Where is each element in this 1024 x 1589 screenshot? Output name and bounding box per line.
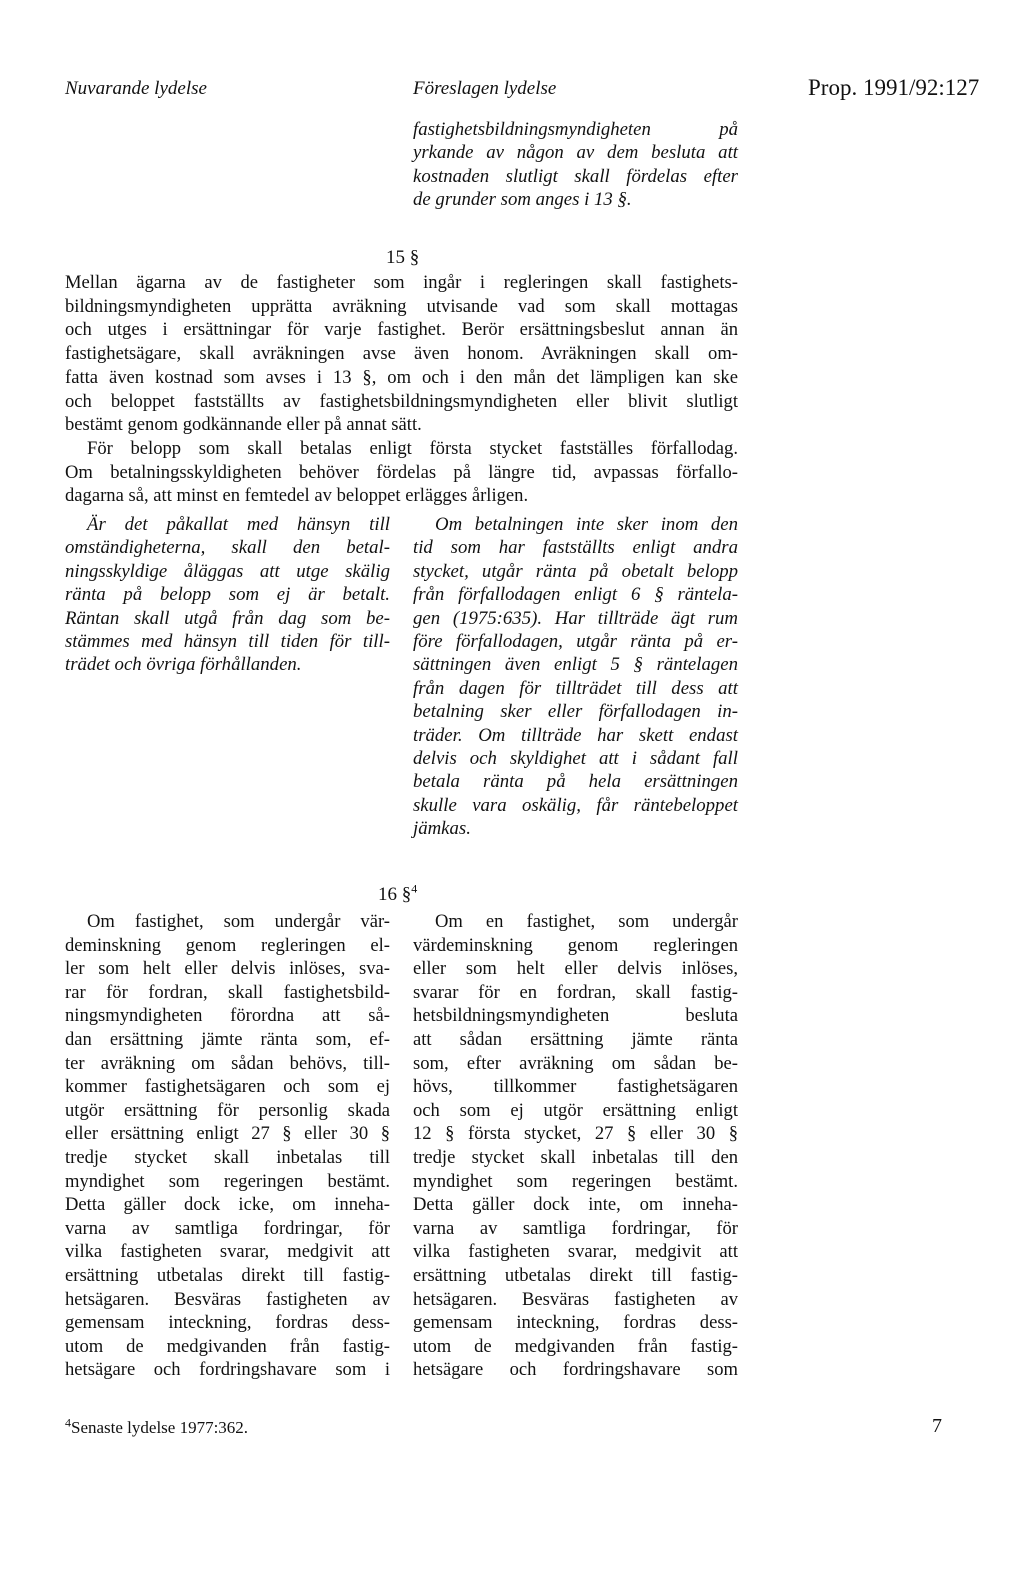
text-line: ersättning utbetalas direkt till fastig- (65, 1264, 390, 1286)
proposed-wording-section-16 (413, 910, 738, 1382)
text-line: hetsägare och fordringshavare som i (65, 1359, 390, 1381)
section-16-label: 16 § (378, 884, 412, 905)
text-line: stycket, utgår ränta på obetalt belopp (413, 560, 738, 582)
text-line: yrkande av någon av dem besluta att (413, 142, 738, 164)
text-line: träder. Om tillträde har skett endast (413, 724, 738, 746)
text-line: För belopp som skall betalas enligt första stycket fastställes förfallodag. (87, 437, 738, 459)
text-line: de grunder som anges i 13 §. (413, 189, 632, 211)
text-line: eller ersättning enligt 27 § eller 30 § (65, 1123, 390, 1145)
text-line: värdeminskning genom regleringen (413, 934, 738, 956)
text-line: betalning sker eller förfallodagen in- (413, 701, 738, 723)
text-line: att sådan ersättning jämte ränta (413, 1028, 738, 1050)
text-line: gemensam inteckning, fordras dess- (65, 1312, 390, 1334)
text-line: från förfallodagen enligt 6 § räntela- (413, 584, 738, 606)
text-line: Om fastighet, som undergår vär- (87, 911, 390, 932)
text-line: rar för fordran, skall fastighetsbild- (65, 981, 390, 1003)
text-line: betala ränta på hela ersättningen (413, 771, 738, 793)
text-line: dagarna så, att minst en femtedel av beloppet erlägges årligen. (65, 485, 529, 507)
text-line: före förfallodagen, utgår ränta på er- (413, 631, 738, 653)
text-line: och som ej utgör ersättning enligt (413, 1099, 738, 1121)
text-line: sättningen även enligt 5 § räntelagen (413, 654, 738, 676)
text-line: myndighet som regeringen bestämt. (413, 1170, 738, 1192)
text-line: tredje stycket skall inbetalas till (65, 1146, 390, 1168)
text-line: stämmes med hänsyn till tiden för till- (65, 631, 390, 653)
text-line: kommer fastighetsägaren och som ej (65, 1076, 390, 1098)
text-line: delvis och skyldighet att i sådant fall (413, 748, 738, 770)
text-line: Är det påkallat med hänsyn till (87, 514, 390, 535)
text-line: gen (1975:635). Har tillträde ägt rum (413, 607, 738, 629)
text-line: Räntan skall utgå från dag som be- (65, 607, 390, 629)
text-line: vilka fastigheten svarar, medgivit att (65, 1241, 390, 1263)
text-line: deminskning genom regleringen el- (65, 934, 390, 956)
header-proposed-wording: Föreslagen lydelse (413, 78, 557, 99)
current-wording-section-16 (65, 910, 390, 1382)
current-wording-interest-clause (65, 513, 390, 677)
footnote (65, 1415, 249, 1438)
proposed-wording-interest-clause (413, 513, 738, 841)
text-line: hetsägare och fordringshavare som (413, 1359, 738, 1381)
section-15-paragraph-1 (65, 271, 738, 508)
text-line: omständigheterna, skall den betal- (65, 537, 390, 559)
text-line: Mellan ägarna av de fastigheter som ingår i regleringen skall fastighets- (65, 272, 738, 293)
text-line: Om betalningen inte sker inom den (435, 514, 738, 535)
text-line: kostnaden slutligt skall fördelas efter (413, 165, 738, 187)
text-line: varna av samtliga fordringar, för (65, 1217, 390, 1239)
text-line: och utges i ersättningar för varje fastighet. Berör ersättningsbeslut annan än (65, 319, 738, 341)
text-line: fastighetsägare, skall avräkningen avse även honom. Avräkningen skall om- (65, 343, 738, 365)
text-line: från dagen för tillträdet till dess att (413, 677, 738, 699)
text-line: ersättning utbetalas direkt till fastig- (413, 1264, 738, 1286)
text-line: bestämt genom godkännande eller på annat sätt. (65, 414, 422, 436)
footnote-text: Senaste lydelse 1977:362. (71, 1418, 249, 1437)
text-line: 12 § första stycket, 27 § eller 30 § (413, 1123, 738, 1145)
text-line: Detta gäller dock inte, om inneha- (413, 1194, 738, 1216)
text-line: tredje stycket skall inbetalas till den (413, 1146, 738, 1168)
text-line: Om betalningsskyldigheten behöver fördelas på längre tid, avpassas förfallo- (65, 461, 738, 483)
header-proposition-number: Prop. 1991/92:127 (808, 75, 980, 100)
header-current-wording: Nuvarande lydelse (65, 78, 207, 99)
text-line: svarar för en fordran, skall fastig- (413, 981, 738, 1003)
text-line: jämkas. (413, 818, 471, 840)
text-line: dan ersättning jämte ränta som, ef- (65, 1028, 390, 1050)
text-line: ränta på belopp som ej är betalt. (65, 584, 390, 606)
text-line: myndighet som regeringen bestämt. (65, 1170, 390, 1192)
text-line: tid som har fastställts enligt andra (413, 537, 738, 559)
text-line: trädet och övriga förhållanden. (65, 654, 302, 676)
text-line: bildningsmyndigheten upprätta avräkning utvisande vad som skall mottagas (65, 295, 738, 317)
text-line: skulle vara oskälig, får räntebeloppet (413, 794, 738, 816)
section-16-heading (378, 881, 418, 906)
text-line: vilka fastigheten svarar, medgivit att (413, 1241, 738, 1263)
text-line: gemensam inteckning, fordras dess- (413, 1312, 738, 1334)
text-line: och beloppet fastställts av fastighetsbildningsmyndigheten eller blivit slutligt (65, 390, 738, 412)
text-line: hetsägaren. Besväras fastigheten av (65, 1288, 390, 1310)
proposed-continuation (413, 118, 738, 212)
text-line: ler som helt eller delvis inlöses, sva- (65, 958, 390, 980)
text-line: hetsbildningsmyndigheten besluta (413, 1005, 738, 1027)
text-line: hövs, tillkommer fastighetsägaren (413, 1076, 738, 1098)
text-line: utom de medgivanden från fastig- (413, 1335, 738, 1357)
text-line: Detta gäller dock icke, om inneha- (65, 1194, 390, 1216)
text-line: eller som helt eller delvis inlöses, (413, 958, 738, 980)
text-line: fastighetsbildningsmyndigheten på (413, 119, 738, 140)
footnote-reference: 4 (411, 881, 418, 896)
section-15-heading: 15 § (386, 247, 420, 268)
text-line: utom de medgivanden från fastig- (65, 1335, 390, 1357)
text-line: hetsägaren. Besväras fastigheten av (413, 1288, 738, 1310)
text-line: utgör ersättning för personlig skada (65, 1099, 390, 1121)
text-line: ter avräkning om sådan behövs, till- (65, 1052, 390, 1074)
text-line: fatta även kostnad som avses i 13 §, om och i den mån det lämpligen kan ske (65, 366, 738, 388)
page-number: 7 (932, 1415, 942, 1437)
footnote-mark: 4 (65, 1415, 71, 1430)
text-line: ningsskyldige åläggas att utge skälig (65, 560, 390, 582)
text-line: ningsmyndigheten förordna att så- (65, 1005, 390, 1027)
text-line: varna av samtliga fordringar, för (413, 1217, 738, 1239)
text-line: som, efter avräkning om sådan be- (413, 1052, 738, 1074)
text-line: Om en fastighet, som undergår (435, 911, 738, 932)
